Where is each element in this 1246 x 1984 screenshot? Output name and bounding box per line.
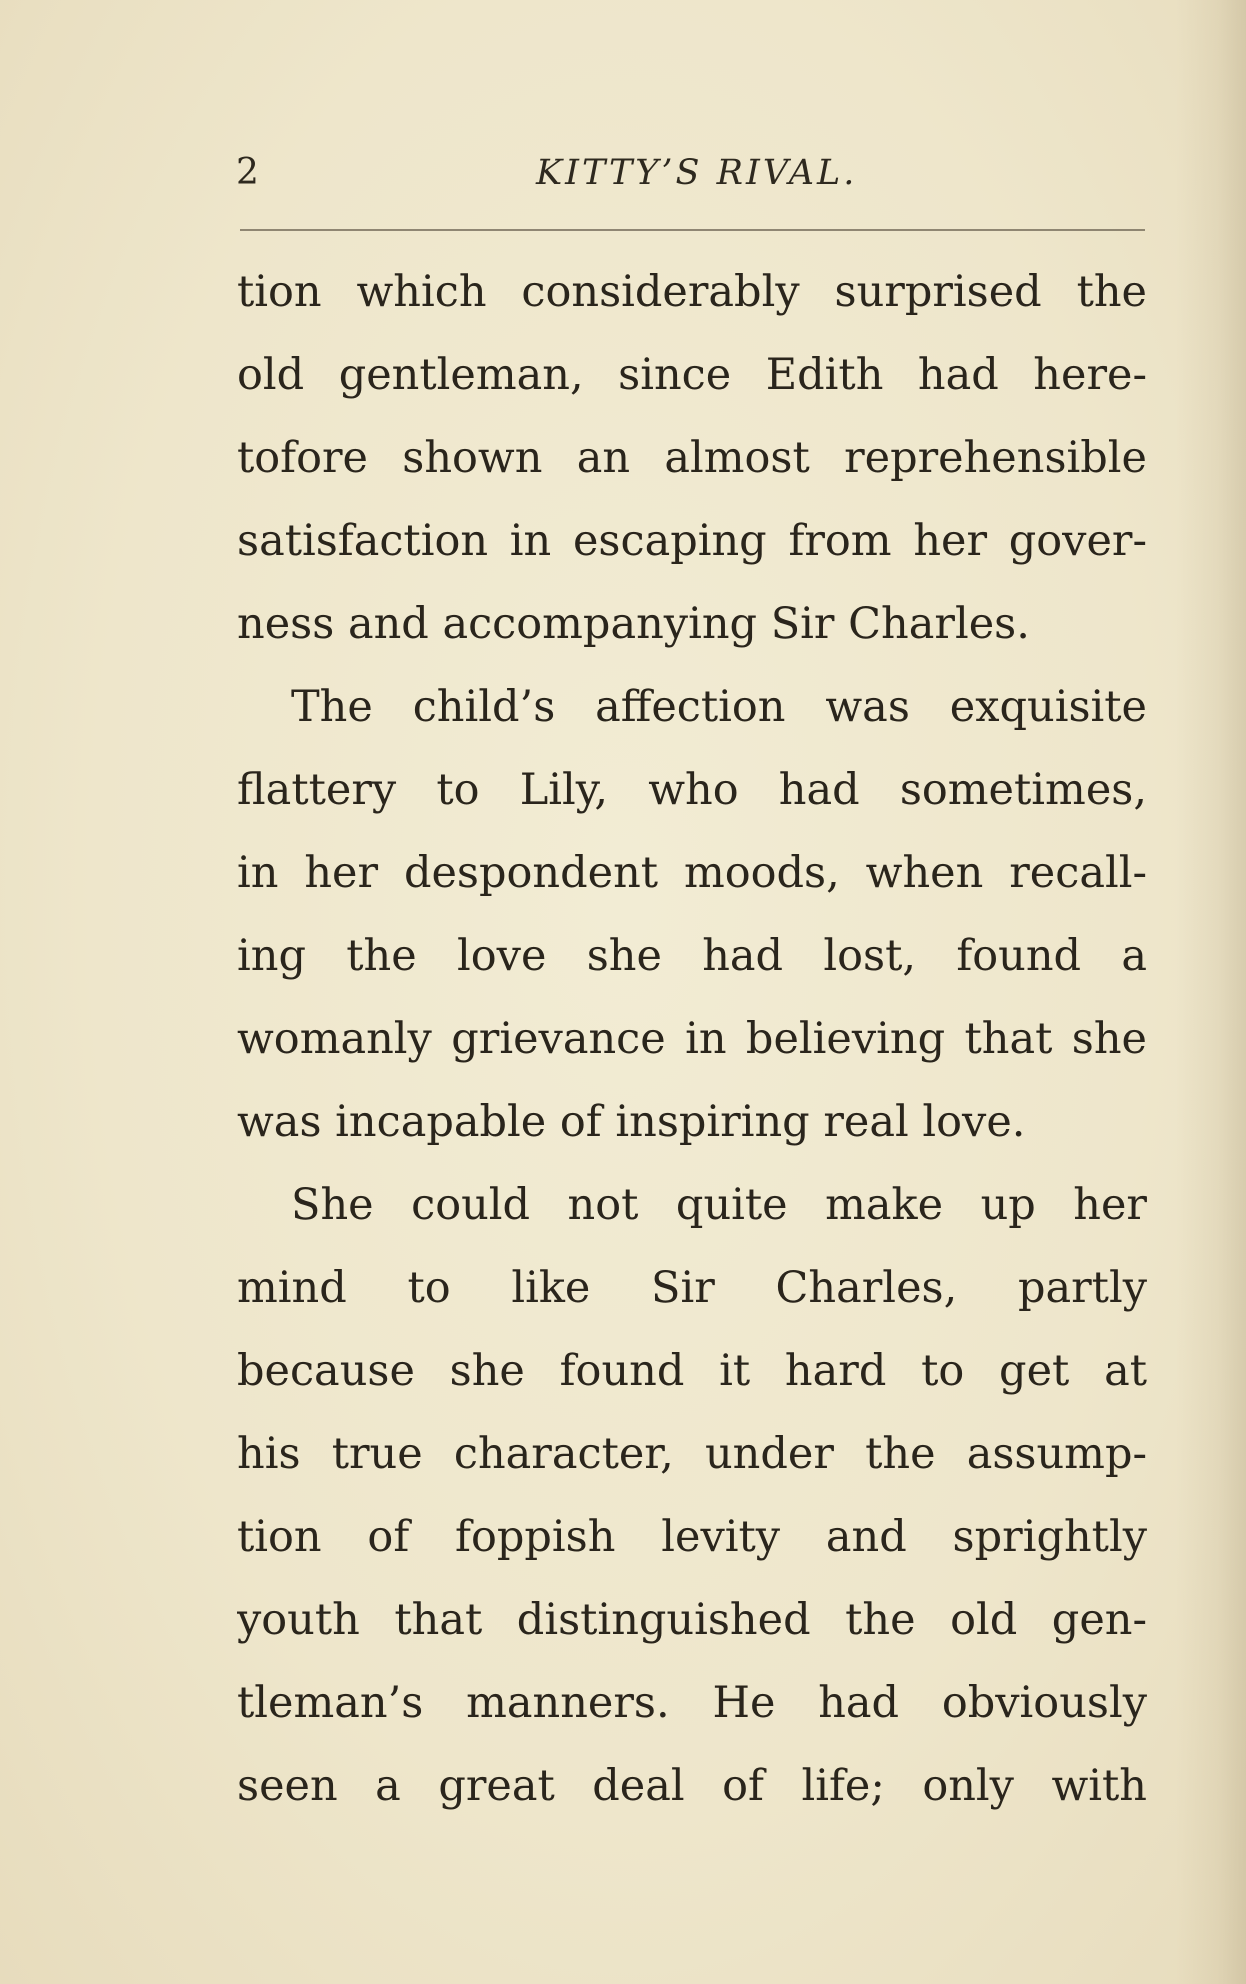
text-line: tion which considerably surprised the <box>237 267 1147 317</box>
text-line: womanly grievance in believing that she <box>237 1014 1147 1064</box>
text-line: satisfaction in escaping from her gover- <box>237 516 1147 566</box>
text-line: youth that distinguished the old gen- <box>237 1595 1147 1645</box>
text-line: old gentleman, since Edith had here- <box>237 350 1147 400</box>
text-line: tofore shown an almost reprehensible <box>237 433 1147 483</box>
text-line: mind to like Sir Charles, partly <box>237 1263 1147 1313</box>
body-text <box>237 262 1147 1839</box>
text-line: because she found it hard to get at <box>237 1346 1147 1396</box>
text-line: tion of foppish levity and sprightly <box>237 1512 1147 1562</box>
text-line: was incapable of inspiring real love. <box>237 1097 1026 1147</box>
page-edge-shadow <box>1176 0 1246 1984</box>
text-line: ness and accompanying Sir Charles. <box>237 599 1030 649</box>
text-line: She could not quite make up her <box>291 1180 1147 1230</box>
text-line: ing the love she had lost, found a <box>237 931 1147 981</box>
page-number: 2 <box>236 152 259 193</box>
text-line: flattery to Lily, who had sometimes, <box>237 765 1147 815</box>
text-line: in her despondent moods, when recall- <box>237 848 1147 898</box>
page-header <box>236 148 1146 198</box>
text-line: tleman’s manners. He had obviously <box>237 1678 1147 1728</box>
header-rule <box>240 229 1145 231</box>
running-head: KITTY’S RIVAL. <box>536 153 858 193</box>
text-line: The child’s affection was exquisite <box>291 682 1147 732</box>
text-line: seen a great deal of life; only with <box>237 1761 1147 1811</box>
text-line: his true character, under the assump- <box>237 1429 1147 1479</box>
